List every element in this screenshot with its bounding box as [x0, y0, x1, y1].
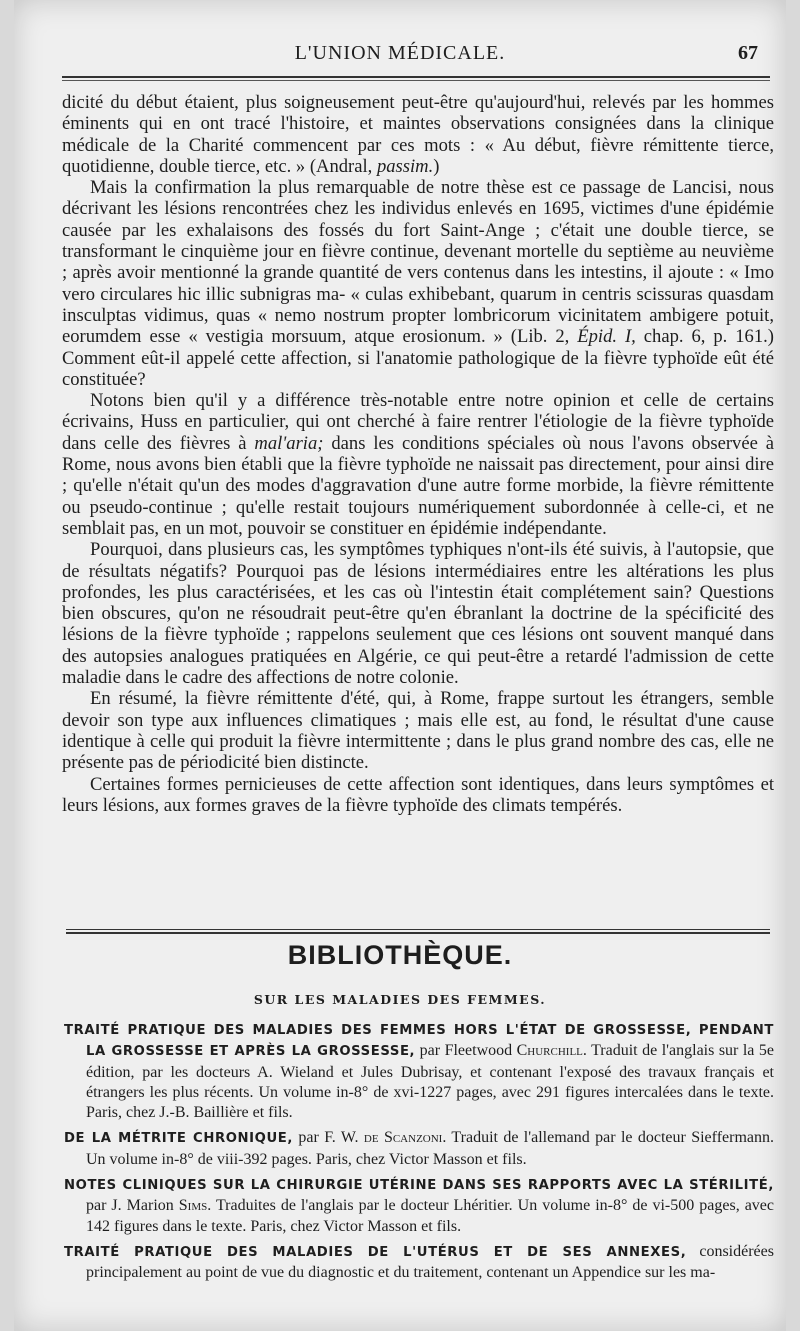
- running-title: L'UNION MÉDICALE.: [294, 42, 506, 64]
- bibliography-entry: [64, 1128, 774, 1170]
- page-number: 67: [738, 42, 758, 64]
- entry-details: Traduit de l'anglais sur la 5e édition, par les docteurs A. Wieland et Jules Dubrisay, et contenant l'exposé des travaux français et étrangers les plus récents. Un volume in-8° de xvi-1227 pages, avec 291 figures intercalées dans le texte. Paris, chez J.-B. Baillière et fils.: [86, 1042, 774, 1122]
- entry-title: TRAITÉ PRATIQUE DES MALADIES DE L'UTÉRUS ET DE SES ANNEXES,: [64, 1244, 687, 1260]
- bibliography-entry: [64, 1242, 774, 1284]
- paragraph-2-end: chap. 6, p. 161.) Comment eût-il appelé cette affection, si l'anatomie pathologique de la fièvre typhoïde eût été constituée?: [62, 326, 774, 390]
- section-heading: BIBLIOTHÈQUE.: [287, 940, 513, 970]
- bibliography-entry: [64, 1175, 774, 1237]
- entry-author: de Scanzoni.: [363, 1129, 447, 1147]
- section-rule: [66, 929, 770, 934]
- bibliography-entry: [64, 1020, 774, 1123]
- paragraph-1-end: ): [433, 155, 440, 177]
- paragraph-2-text: Mais la confirmation la plus remarquable de notre thèse est ce passage de Lancisi, nous décrivant les lésions rencontrées chez les individus enlevés en 1695, victimes d'une épidémie causée par les exhalaisons des fossés du fort Saint-Ange ; c'était une double tierce, se transformant le cinquième jour en fièvre continue, devenant mortelle du septième au neuvième ; après avoir mentionné la grande quantité de vers contenus dans les intestins, il ajoute : « Imo vero circulares hic illic subnigras ma- « culas exhibebant, quarum in centris scissuras quasdam insculptas vidimus, quas « nemo nostrum propter lombricorum vicinitatem ambigere potuit, eorumdem esse « vestigia morsuum, atque erosionum. » (Lib. 2,: [62, 177, 774, 348]
- entry-author-prefix: par J. Marion: [86, 1197, 179, 1215]
- paragraph-6: Certaines formes pernicieuses de cette affection sont identiques, dans leurs symptômes et leurs lésions, aux formes graves de la fièvre typhoïde des climats tempérés.: [62, 773, 774, 816]
- paragraph-1-text: dicité du début étaient, plus soigneusement peut-être qu'aujourd'hui, relevés par les hommes éminents qui en ont tracé l'histoire, et maintes observations consignées dans la clinique médicale de la Charité commencent par ces mots : « Au début, fièvre rémittente tierce, quotidienne, double tierce, etc. » (Andral,: [62, 92, 774, 177]
- bibliography-list: [64, 1020, 774, 1289]
- paragraph-2-italic: Épid. I,: [577, 326, 636, 348]
- entry-author-prefix: par F. W.: [293, 1129, 364, 1147]
- paragraph-3-italic: mal'aria;: [254, 432, 324, 454]
- paragraph-1-italic: passim.: [376, 155, 434, 177]
- page: [14, 0, 786, 1331]
- paragraph-4: Pourquoi, dans plusieurs cas, les symptômes typhiques n'ont-ils été suivis, à l'autopsie, que de résultats négatifs? Pourquoi pas de lésions intermédiaires entre les altérations les plus profondes, les plus caractérisées, et les cas où l'intestin était complétement sain? Questions bien obscures, qu'on ne résoudrait peut-être qu'en ébranlant la doctrine de la spécificité des lésions de la fièvre typhoïde ; rappelons seulement que ces lésions ont souvent manqué dans des autopsies analogues pratiquées en Algérie, ce qui peut-être a retardé l'admission de cette maladie dans le cadre des affections de notre colonie.: [62, 539, 774, 689]
- header-rule: [62, 76, 770, 81]
- entry-title: DE LA MÉTRITE CHRONIQUE,: [64, 1131, 294, 1147]
- running-head: [14, 42, 786, 72]
- paragraph-2: [62, 177, 774, 390]
- entry-title: NOTES CLINIQUES SUR LA CHIRURGIE UTÉRINE DANS SES RAPPORTS AVEC LA STÉRILITÉ,: [64, 1178, 774, 1194]
- entry-title: TRAITÉ PRATIQUE DES MALADIES DES FEMMES HORS L'ÉTAT DE GROSSESSE, PENDANT LA GROSSESSE ET APRÈS LA GROSSESSE,: [64, 1023, 774, 1060]
- entry-details: Traduit de l'allemand par le docteur Sieffermann. Un volume in-8° de viii-392 pages. Paris, chez Victor Masson et fils.: [86, 1129, 775, 1168]
- article-body: [62, 92, 774, 816]
- entry-details: considérées principalement au point de vue du diagnostic et du traitement, contenant un Appendice sur les ma-: [86, 1242, 774, 1282]
- paragraph-3-text: Notons bien qu'il y a différence très-notable entre notre opinion et celle de certains écrivains, Huss en particulier, qui ont cherché à faire rentrer l'étiologie de la fièvre typhoïde dans celle des fièvres à: [62, 390, 774, 454]
- section-subheading: SUR LES MALADIES DES FEMMES.: [253, 992, 547, 1007]
- paragraph-5: En résumé, la fièvre rémittente d'été, qui, à Rome, frappe surtout les étrangers, semble devoir son type aux influences climatiques ; mais elle est, au fond, le résultat d'une cause identique à celle qui produit la fièvre intermittente ; dans le plus grand nombre des cas, elle ne présente pas de périodicité bien distincte.: [62, 688, 774, 774]
- entry-author: Sims.: [178, 1197, 212, 1215]
- entry-details: Traduites de l'anglais par le docteur Lhéritier. Un volume in-8° de vi-500 pages, avec 142 figures dans le texte. Paris, chez Victor Masson et fils.: [86, 1197, 775, 1235]
- paragraph-1: [62, 92, 774, 177]
- entry-author: Churchill.: [516, 1042, 587, 1060]
- paragraph-3-end: dans les conditions spéciales où nous l'avons observée à Rome, nous avons bien établi que la fièvre typhoïde ne naissait pas directement, pour ainsi dire ; qu'elle n'était qu'un des modes d'aggravation d'une autre forme morbide, la fièvre rémittente ou pseudo-continue ; qu'elle restait toujours numériquement subordonnée à celle-ci, et ne semblait pas, en un mot, pouvoir se constituer en épidémie indépendante.: [62, 432, 775, 539]
- entry-author-prefix: par Fleetwood: [415, 1042, 517, 1060]
- paragraph-3: [62, 390, 774, 539]
